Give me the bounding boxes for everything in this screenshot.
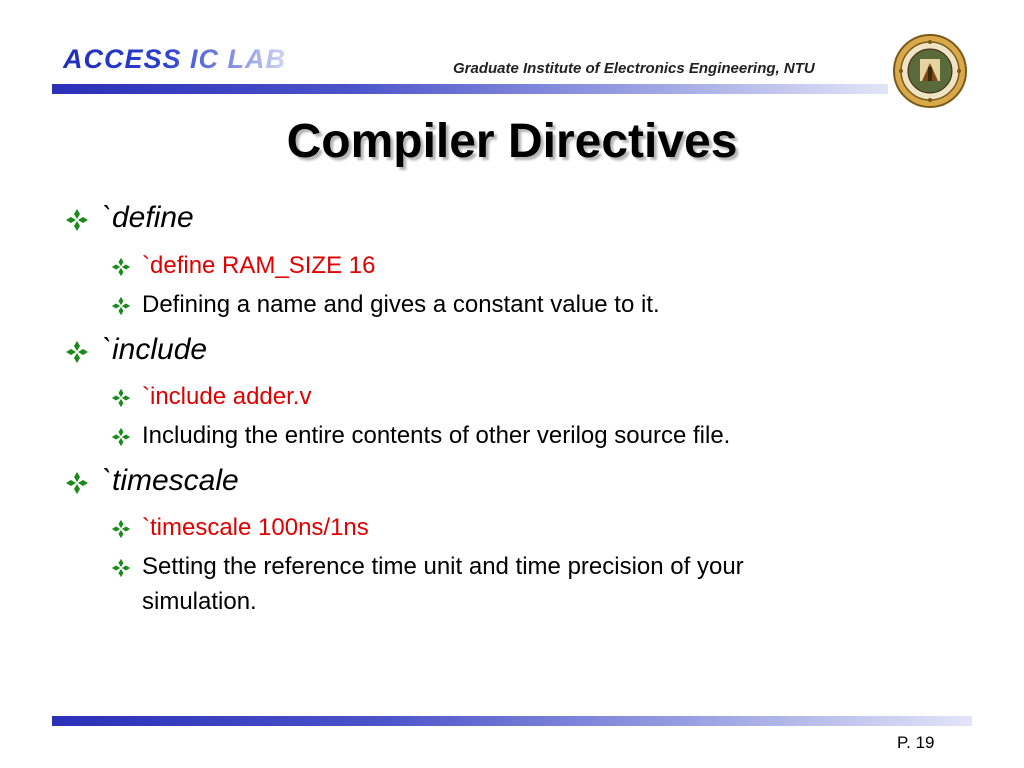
sub-bullet-code [142, 383, 311, 412]
lab-title: ACCESS IC LAB [63, 44, 287, 74]
bullet-label: `timescale [102, 464, 239, 497]
diamond-bullet-icon [111, 257, 131, 277]
sub-bullet-code [142, 252, 375, 281]
bullet-label: `include [102, 333, 208, 366]
bullet-label: `define [102, 201, 194, 234]
bullet-include [102, 332, 207, 368]
bullet-timescale [102, 463, 239, 499]
sub-bullet-desc [142, 291, 660, 320]
diamond-bullet-icon [111, 296, 131, 316]
sub-bullet-desc [142, 422, 730, 451]
diamond-bullet-icon [65, 471, 89, 495]
sub-bullet-text: Defining a name and gives a constant value to it. [142, 291, 660, 318]
page-number: P. 19 [897, 733, 935, 752]
sub-bullet-text: `include adder.v [142, 383, 312, 410]
sub-bullet-text: `timescale 100ns/1ns [142, 514, 369, 541]
sub-bullet-text: Including the entire contents of other verilog source file. [142, 422, 731, 449]
sub-bullet-desc-continued [142, 588, 257, 617]
sub-bullet-text: `define RAM_SIZE 16 [142, 252, 376, 279]
diamond-bullet-icon [111, 388, 131, 408]
sub-bullet-desc [142, 553, 744, 582]
university-seal-icon [892, 33, 968, 109]
sub-bullet-code [142, 514, 369, 543]
slide-title: Compiler Directives [286, 115, 738, 168]
sub-bullet-text: Setting the reference time unit and time precision of your [142, 553, 744, 580]
institute-name: Graduate Institute of Electronics Engineering, NTU [453, 60, 815, 77]
header-rule [52, 84, 888, 94]
bullet-define [102, 200, 194, 236]
diamond-bullet-icon [111, 427, 131, 447]
diamond-bullet-icon [65, 208, 89, 232]
sub-bullet-text: simulation. [142, 588, 257, 615]
diamond-bullet-icon [65, 340, 89, 364]
footer-rule [52, 716, 972, 726]
diamond-bullet-icon [111, 519, 131, 539]
diamond-bullet-icon [111, 558, 131, 578]
